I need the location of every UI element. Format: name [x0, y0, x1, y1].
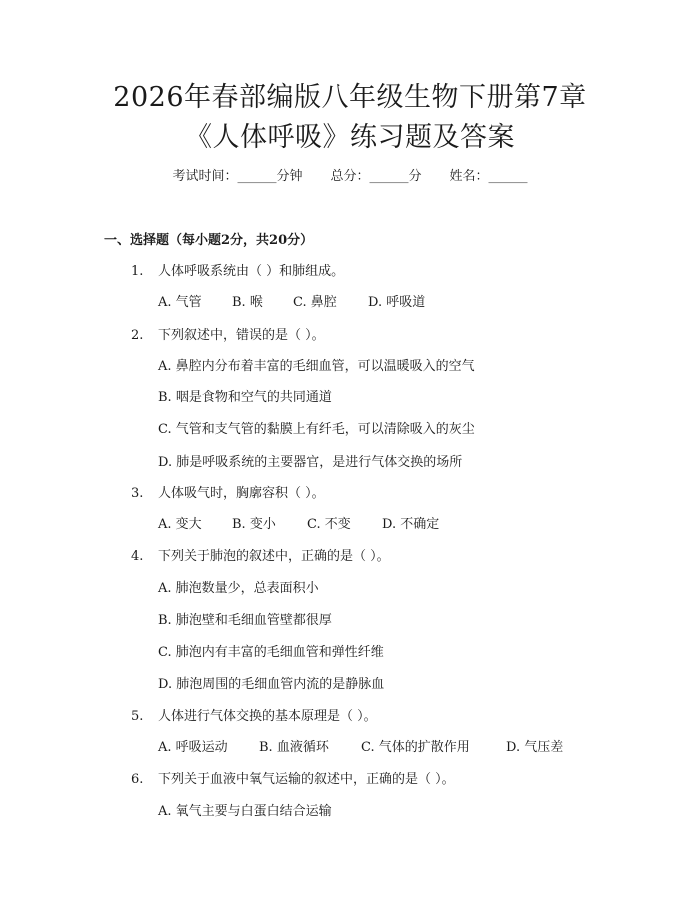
question-text: 人体吸气时，胸廓容积（ ）。: [158, 486, 325, 501]
option: C. 鼻腔: [293, 295, 337, 310]
option: A. 呼吸运动: [158, 740, 228, 755]
question-number: 2.: [131, 328, 144, 343]
question-number: 1.: [131, 264, 144, 279]
question-text: 下列关于肺泡的叙述中，正确的是（ ）。: [158, 549, 390, 564]
question-1-options: [158, 294, 425, 312]
question-3-options: [158, 516, 439, 534]
option: C. 气管和支气管的黏膜上有纤毛，可以清除吸入的灰尘: [158, 422, 475, 437]
option: C. 肺泡内有丰富的毛细血管和弹性纤维: [158, 645, 384, 660]
option: A. 氧气主要与白蛋白结合运输: [158, 804, 332, 819]
exam-time: 考试时间：______分钟: [172, 169, 303, 184]
question-number: 3.: [131, 486, 144, 501]
question-5: [131, 708, 377, 726]
section-heading: 一、选择题（每小题2分，共20分）: [104, 233, 314, 248]
question-5-options: [158, 739, 563, 757]
question-number: 6.: [131, 772, 144, 787]
option: D. 不确定: [382, 517, 440, 532]
question-number: 5.: [131, 709, 144, 724]
question-text: 下列关于血液中氧气运输的叙述中，正确的是（ ）。: [158, 772, 455, 787]
option: D. 肺是呼吸系统的主要器官，是进行气体交换的场所: [158, 455, 463, 470]
question-text: 人体进行气体交换的基本原理是（ ）。: [158, 709, 377, 724]
option: D. 肺泡周围的毛细血管内流的是静脉血: [158, 677, 385, 692]
option: B. 肺泡壁和毛细血管壁都很厚: [158, 613, 332, 628]
question-number: 4.: [131, 549, 144, 564]
option: A. 鼻腔内分布着丰富的毛细血管，可以温暖吸入的空气: [158, 359, 475, 374]
exam-total-score: 总分：______分: [330, 169, 422, 184]
exam-name: 姓名：______: [449, 169, 528, 184]
question-3: [131, 485, 325, 503]
option: A. 气管: [158, 295, 202, 310]
option: D. 呼吸道: [368, 295, 426, 310]
document-title: 2026年春部编版八年级生物下册第7章《人体呼吸》练习题及答案: [113, 82, 587, 153]
option: B. 血液循环: [259, 740, 329, 755]
question-2: [131, 327, 325, 345]
question-6: [131, 771, 455, 789]
option: B. 变小: [232, 517, 276, 532]
question-4: [131, 548, 390, 566]
option: B. 咽是食物和空气的共同通道: [158, 390, 332, 405]
option: B. 喉: [232, 295, 263, 310]
option: A. 肺泡数量少，总表面积小: [158, 581, 319, 596]
option: C. 气体的扩散作用: [361, 740, 470, 755]
option: A. 变大: [158, 517, 202, 532]
question-text: 下列叙述中，错误的是（ ）。: [158, 328, 325, 343]
exam-meta: [0, 168, 700, 186]
option: D. 气压差: [506, 740, 564, 755]
option: C. 不变: [307, 517, 351, 532]
question-1: [131, 263, 344, 281]
question-text: 人体呼吸系统由（ ）和肺组成。: [158, 264, 345, 279]
